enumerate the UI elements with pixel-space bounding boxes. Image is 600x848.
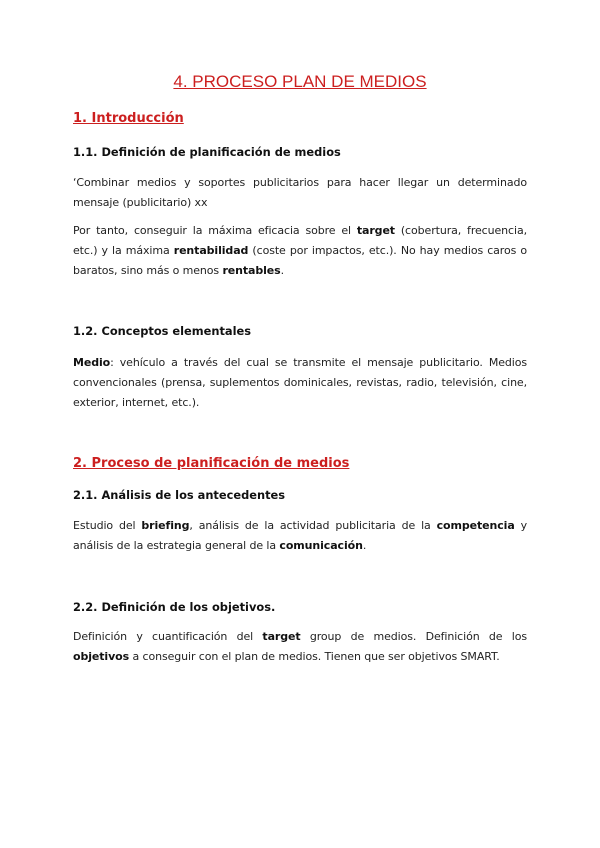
bold-term-target-group: target <box>262 630 301 643</box>
section-heading-proceso: 2. Proceso de planificación de medios <box>73 456 350 471</box>
bold-term-objetivos: objetivos <box>73 650 130 663</box>
bold-term-rentabilidad: rentabilidad <box>173 244 249 257</box>
section-heading-introduccion: 1. Introducción <box>73 111 184 126</box>
bold-term-medio: Medio <box>73 356 111 369</box>
bold-term-competencia: competencia <box>436 519 515 532</box>
subsection-heading-definicion: 1.1. Definición de planificación de medios <box>73 145 341 159</box>
document-title: 4. PROCESO PLAN DE MEDIOS <box>173 72 427 91</box>
bold-term-rentables: rentables <box>222 264 281 277</box>
paragraph-objetivos: Definición y cuantificación del target group de medios. Definición de los objetivos a conseguir con el plan de medios. Tienen que ser objetivos SMART. <box>73 630 527 663</box>
subsection-heading-objetivos: 2.2. Definición de los objetivos. <box>73 600 276 614</box>
bold-term-briefing: briefing <box>141 519 190 532</box>
subsection-heading-antecedentes: 2.1. Análisis de los antecedentes <box>73 488 286 502</box>
paragraph-briefing: Estudio del briefing, análisis de la actividad publicitaria de la competencia y análisis de la estrategia general de la comunicación. <box>73 519 527 552</box>
subsection-heading-conceptos: 1.2. Conceptos elementales <box>73 324 252 338</box>
bold-term-target: target <box>356 224 395 237</box>
paragraph-medio: Medio: vehículo a través del cual se transmite el mensaje publicitario. Medios convencionales (prensa, suplementos dominicales, revistas, radio, televisión, cine, exterior, internet, etc.). <box>73 356 527 409</box>
paragraph-eficacia: Por tanto, conseguir la máxima eficacia sobre el target (cobertura, frecuencia, etc.) y la máxima rentabilidad (coste por impactos, etc.). No hay medios caros o baratos, sino más o menos rentables. <box>73 224 527 277</box>
paragraph-definicion-quote: ‘Combinar medios y soportes publicitarios para hacer llegar un determinado mensaje (publicitario) xx <box>73 176 527 209</box>
bold-term-comunicacion: comunicación <box>279 539 363 552</box>
